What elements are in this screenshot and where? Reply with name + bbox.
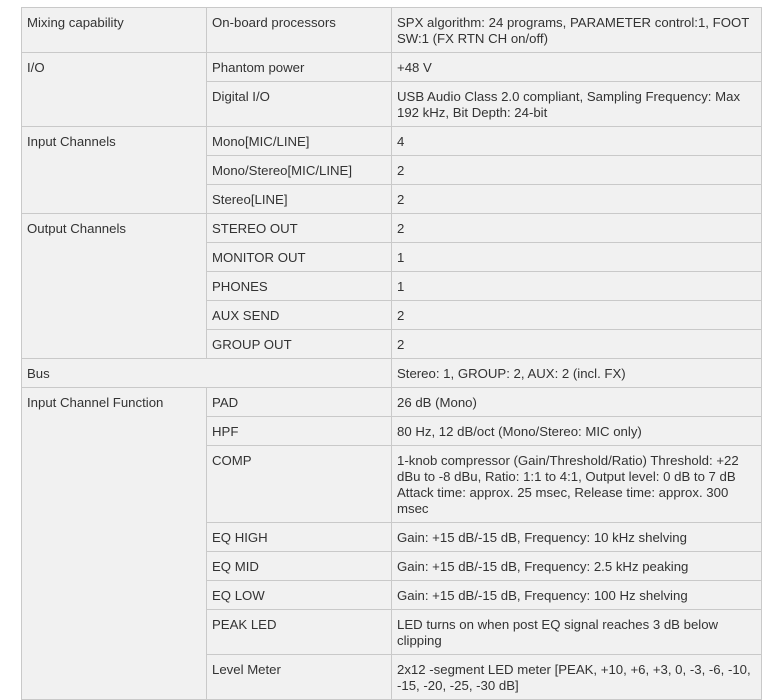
category-cell: Mixing capability	[22, 8, 207, 53]
value-cell: 2	[392, 214, 762, 243]
value-cell: 1-knob compressor (Gain/Threshold/Ratio) Threshold: +22 dBu to -8 dBu, Ratio: 1:1 to 4:1, Output level: 0 dB to 7 dB Attack time: approx. 25 msec, Release time: approx. 300 msec	[392, 446, 762, 523]
value-cell: 80 Hz, 12 dB/oct (Mono/Stereo: MIC only)	[392, 417, 762, 446]
item-cell: PHONES	[207, 272, 392, 301]
item-cell: MONITOR OUT	[207, 243, 392, 272]
value-cell: 26 dB (Mono)	[392, 388, 762, 417]
value-cell: Gain: +15 dB/-15 dB, Frequency: 2.5 kHz peaking	[392, 552, 762, 581]
value-cell: Gain: +15 dB/-15 dB, Frequency: 100 Hz shelving	[392, 581, 762, 610]
item-cell: Level Meter	[207, 655, 392, 700]
value-cell: LED turns on when post EQ signal reaches 3 dB below clipping	[392, 610, 762, 655]
value-cell: 2	[392, 301, 762, 330]
item-cell: HPF	[207, 417, 392, 446]
item-cell: Mono[MIC/LINE]	[207, 127, 392, 156]
item-cell: STEREO OUT	[207, 214, 392, 243]
category-cell: I/O	[22, 53, 207, 127]
table-row	[22, 8, 762, 53]
category-cell: Input Channel Function	[22, 388, 207, 700]
value-cell: 1	[392, 272, 762, 301]
value-cell: USB Audio Class 2.0 compliant, Sampling Frequency: Max 192 kHz, Bit Depth: 24-bit	[392, 82, 762, 127]
item-cell: EQ MID	[207, 552, 392, 581]
item-cell: On-board processors	[207, 8, 392, 53]
table-row	[22, 53, 762, 82]
category-cell: Input Channels	[22, 127, 207, 214]
value-cell: 1	[392, 243, 762, 272]
item-cell: EQ HIGH	[207, 523, 392, 552]
item-cell: PAD	[207, 388, 392, 417]
table-row	[22, 359, 762, 388]
value-cell: +48 V	[392, 53, 762, 82]
category-cell: Output Channels	[22, 214, 207, 359]
item-cell: AUX SEND	[207, 301, 392, 330]
item-cell: GROUP OUT	[207, 330, 392, 359]
item-cell: PEAK LED	[207, 610, 392, 655]
item-cell: Mono/Stereo[MIC/LINE]	[207, 156, 392, 185]
table-row	[22, 214, 762, 243]
value-cell: 2	[392, 156, 762, 185]
spec-table-container	[21, 7, 761, 700]
item-cell: Digital I/O	[207, 82, 392, 127]
specifications-table	[21, 7, 762, 700]
value-cell: Stereo: 1, GROUP: 2, AUX: 2 (incl. FX)	[392, 359, 762, 388]
value-cell: 2	[392, 330, 762, 359]
item-cell: EQ LOW	[207, 581, 392, 610]
table-row	[22, 388, 762, 417]
table-row	[22, 127, 762, 156]
value-cell: 2	[392, 185, 762, 214]
value-cell: SPX algorithm: 24 programs, PARAMETER control:1, FOOT SW:1 (FX RTN CH on/off)	[392, 8, 762, 53]
value-cell: 2x12 -segment LED meter [PEAK, +10, +6, +3, 0, -3, -6, -10, -15, -20, -25, -30 dB]	[392, 655, 762, 700]
category-cell: Bus	[22, 359, 392, 388]
item-cell: Stereo[LINE]	[207, 185, 392, 214]
value-cell: Gain: +15 dB/-15 dB, Frequency: 10 kHz shelving	[392, 523, 762, 552]
item-cell: COMP	[207, 446, 392, 523]
item-cell: Phantom power	[207, 53, 392, 82]
value-cell: 4	[392, 127, 762, 156]
